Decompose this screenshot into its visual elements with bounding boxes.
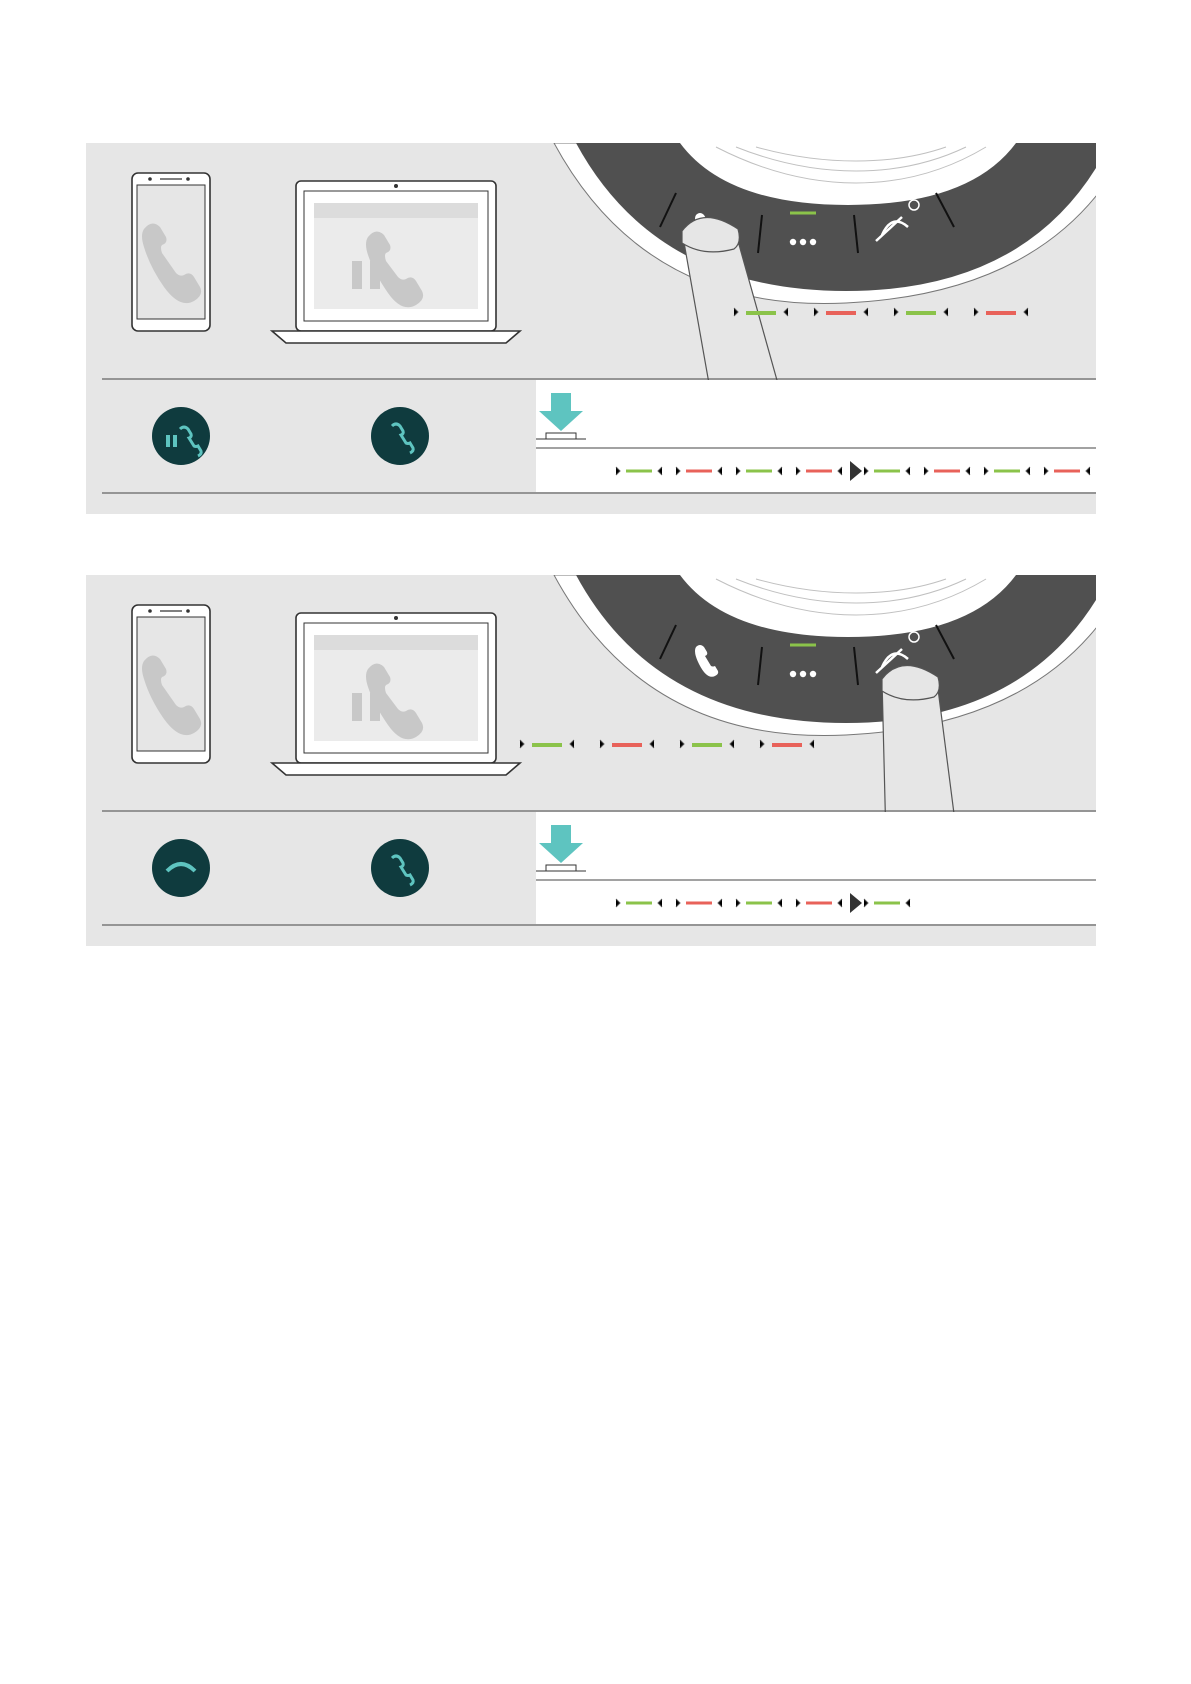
more-dot-3 [810,671,816,677]
smartphone [132,605,210,763]
panel-end-call [86,575,1096,946]
laptop [272,613,520,775]
call-active-icon [371,839,429,897]
more-dot-1 [790,671,796,677]
smartphone [132,173,210,331]
speaker-led-pattern [734,308,1028,316]
more-dot-1 [790,239,796,245]
panel-2-scene [86,575,1096,946]
panel-1-scene [86,143,1096,514]
call-on-hold-icon [152,407,210,465]
laptop [272,181,520,343]
more-dot-2 [800,671,806,677]
panel-swap-call [86,143,1096,514]
pause-bar-left [352,693,362,721]
more-dot-2 [800,239,806,245]
pause-bar-left [352,261,362,289]
call-active-icon [371,407,429,465]
speaker-led-pattern [520,740,814,748]
end-call-status-icon [152,839,210,897]
more-dot-3 [810,239,816,245]
